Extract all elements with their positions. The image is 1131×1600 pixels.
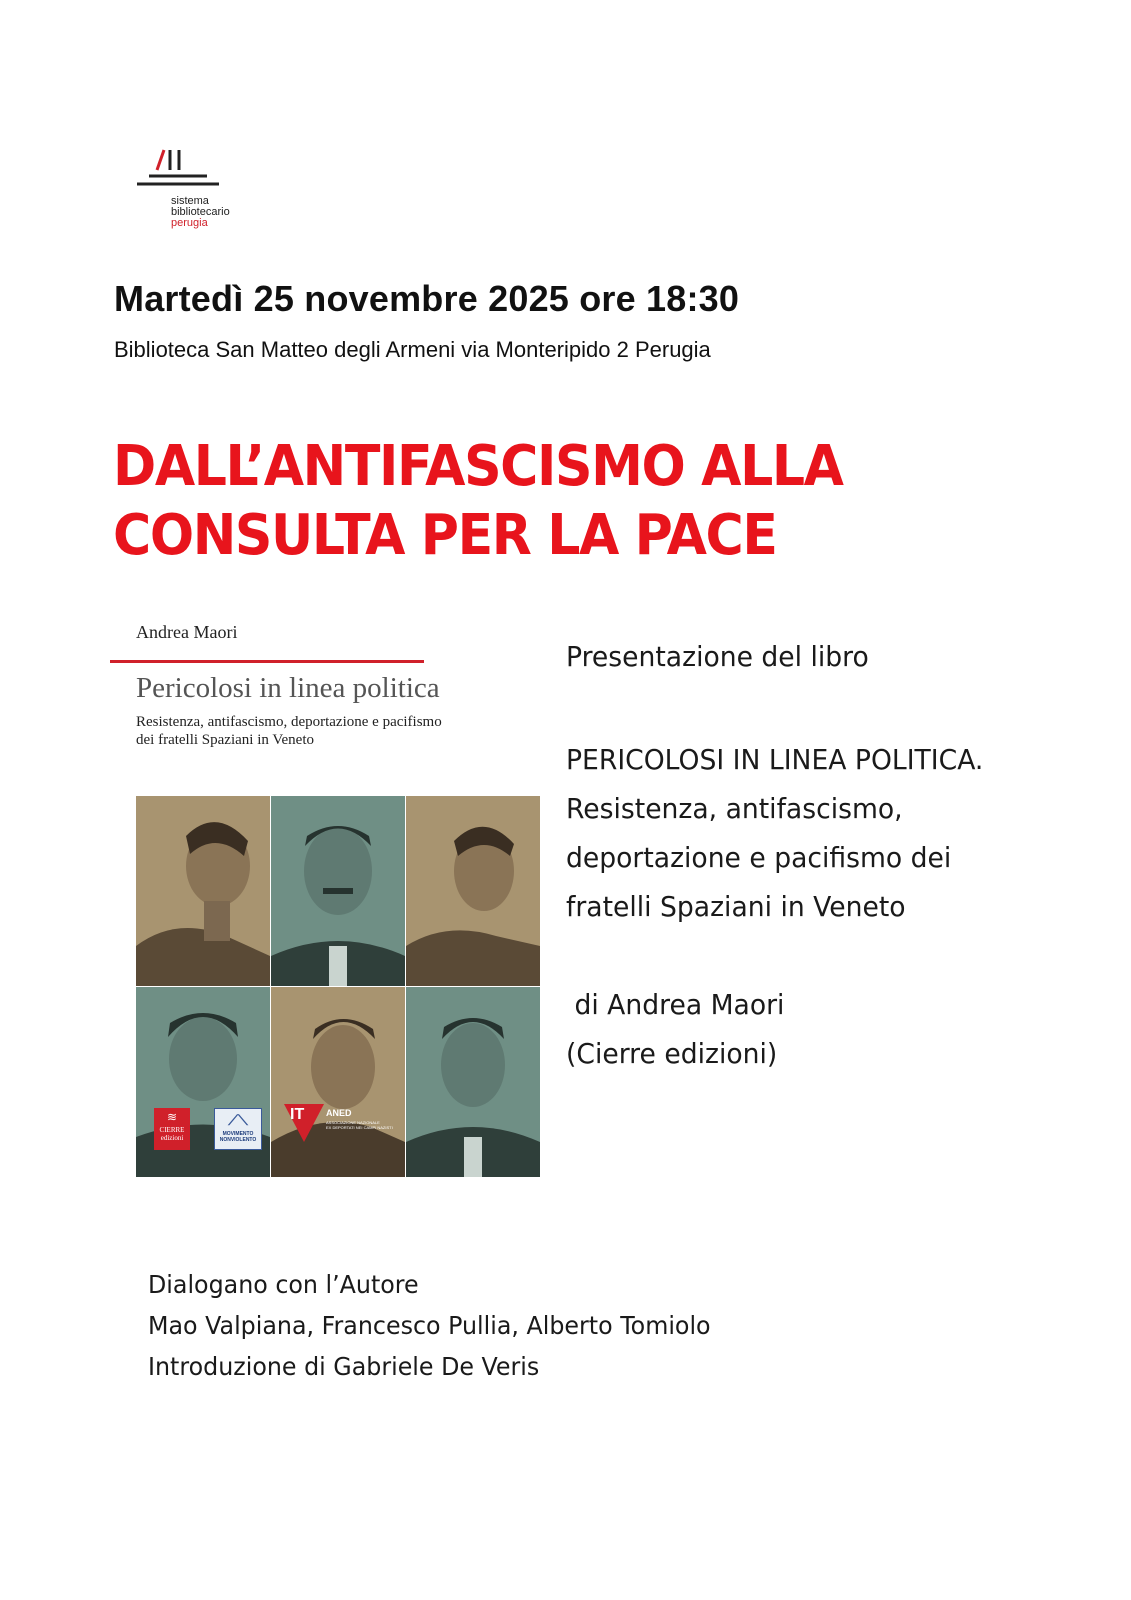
portrait-photo-6 bbox=[406, 987, 540, 1177]
headline-line-2: CONSULTA PER LA PACE bbox=[113, 503, 777, 568]
cover-photo-grid bbox=[136, 796, 540, 1176]
book-title-line-4: fratelli Spaziani in Veneto bbox=[566, 890, 906, 923]
book-cover bbox=[110, 612, 550, 1202]
cover-subtitle-line-1: Resistenza, antifascismo, deportazione e pacifismo bbox=[136, 714, 442, 730]
library-system-logo bbox=[137, 148, 267, 238]
cierre-logo-text-1: CIERRE bbox=[159, 1126, 185, 1134]
cover-author: Andrea Maori bbox=[136, 622, 238, 642]
movimento-nonviolento-logo bbox=[214, 1108, 262, 1150]
cierre-logo-text-2: edizioni bbox=[160, 1134, 184, 1142]
book-title-line-3: deportazione e pacifismo dei bbox=[566, 841, 952, 874]
cover-red-rule bbox=[110, 660, 424, 663]
aned-name: ANED bbox=[326, 1108, 352, 1118]
cover-subtitle-line-2: dei fratelli Spaziani in Veneto bbox=[136, 732, 315, 748]
aned-logo bbox=[284, 1104, 393, 1150]
dialogue-speakers: Mao Valpiana, Francesco Pullia, Alberto Tomiolo bbox=[148, 1311, 711, 1340]
dialogue-intro: Dialogano con l’Autore bbox=[148, 1270, 419, 1299]
cierre-glyph-icon: ≋ bbox=[166, 1110, 178, 1124]
presentation-intro: Presentazione del libro bbox=[566, 640, 869, 673]
aned-desc-2: EX DEPORTATI NEI CAMPI NAZISTI bbox=[326, 1125, 393, 1130]
mn-logo-text-1: MOVIMENTO bbox=[222, 1131, 254, 1137]
portrait-photo-2 bbox=[271, 796, 405, 986]
book-title-line-2: Resistenza, antifascismo, bbox=[566, 792, 903, 825]
cover-title: Pericolosi in linea politica bbox=[136, 672, 440, 704]
portrait-photo-1 bbox=[136, 796, 270, 986]
logo-mark-icon bbox=[137, 148, 227, 192]
logo-text-sistema: sistema bbox=[171, 195, 209, 207]
logo-text-bibliotecario: bibliotecario bbox=[171, 206, 230, 218]
logo-text-perugia: perugia bbox=[171, 217, 208, 229]
book-publisher: (Cierre edizioni) bbox=[566, 1037, 778, 1070]
aned-mark: IT bbox=[290, 1106, 305, 1123]
book-title-line-1: PERICOLOSI IN LINEA POLITICA. bbox=[566, 743, 984, 776]
event-date-time: Martedì 25 novembre 2025 ore 18:30 bbox=[114, 278, 740, 319]
headline-line-1: DALL’ANTIFASCISMO ALLA bbox=[113, 434, 843, 499]
portrait-photo-3 bbox=[406, 796, 540, 986]
headline bbox=[113, 432, 950, 570]
dialogue-introduction: Introduzione di Gabriele De Veris bbox=[148, 1352, 540, 1381]
mn-logo-text-2: NONVIOLENTO bbox=[219, 1137, 257, 1143]
aned-desc-1: ASSOCIAZIONE NAZIONALE bbox=[326, 1120, 380, 1125]
event-venue: Biblioteca San Matteo degli Armeni via Monteripido 2 Perugia bbox=[114, 337, 711, 362]
broken-rifle-icon: ⟋⟍ bbox=[228, 1112, 248, 1128]
cierre-logo bbox=[154, 1108, 190, 1150]
book-author: di Andrea Maori bbox=[566, 988, 785, 1021]
